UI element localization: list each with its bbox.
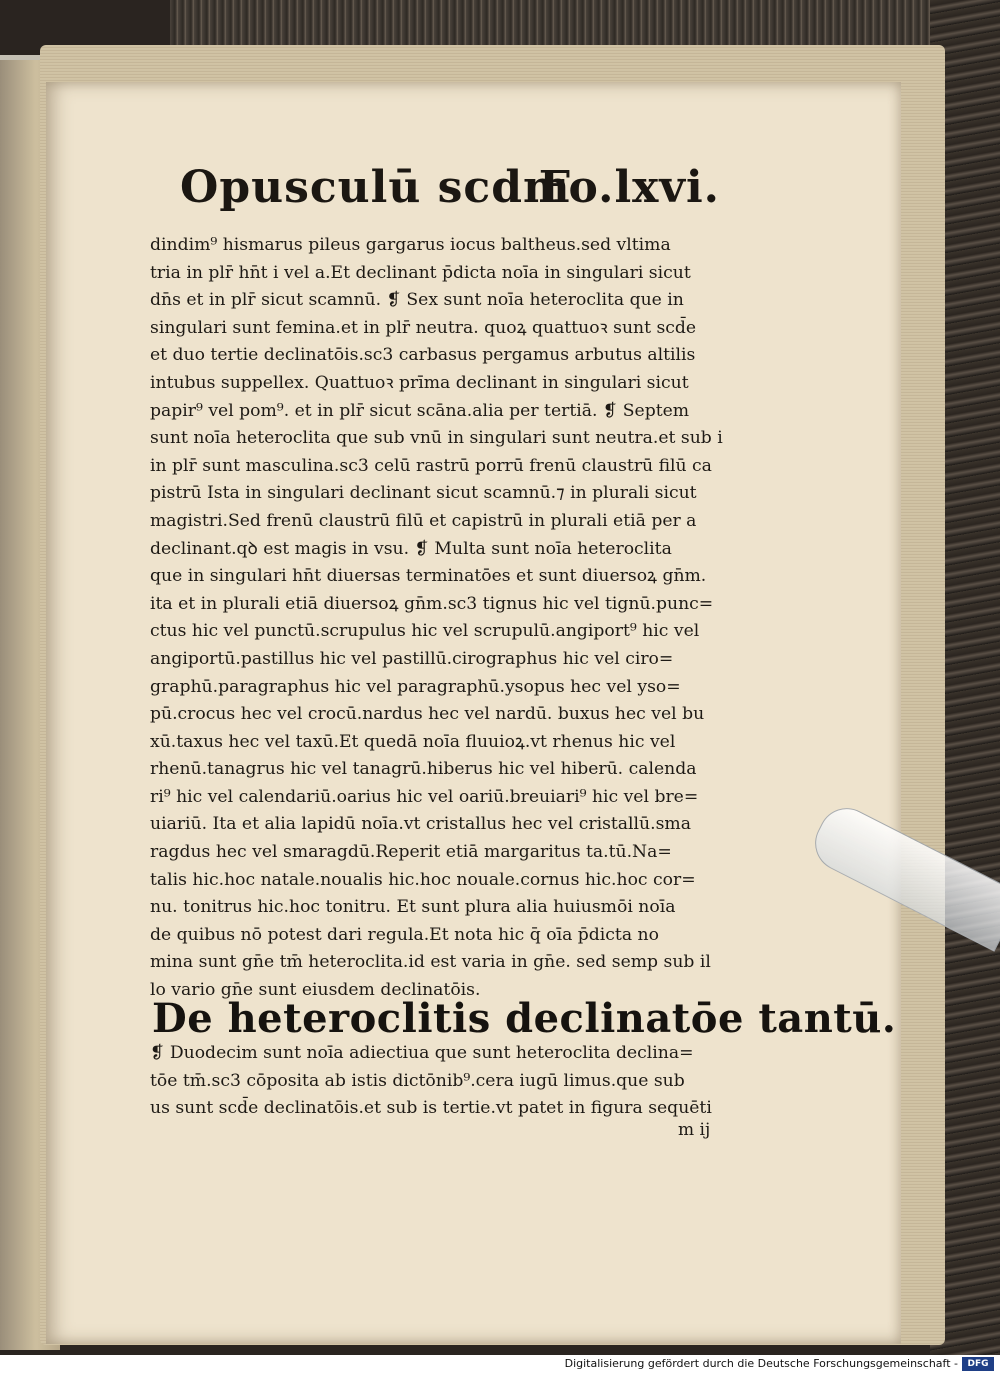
text-line: tōe tm̄.sc3 cōposita ab istis dictōnib⁹.cera iugū limus.que sub: [150, 1070, 685, 1091]
book-top-edge: [170, 0, 970, 50]
text-line: ctus hic vel punctū.scrupulus hic vel scrupulū.angiport⁹ hic vel: [150, 621, 700, 642]
folio-number: Fo.lxvi.: [538, 162, 720, 213]
section-text-block: [150, 1040, 732, 1123]
footer-bar: [0, 1355, 1000, 1374]
text-line: singulari sunt femina.et in plr̄ neutra. quoꝝ quattuoꝛ sunt scd̄e: [150, 317, 697, 338]
section-heading: De heteroclitis declinatōe tantū.: [152, 995, 897, 1042]
text-line: tria in plr̄ hn̄t i vel a.Et declinant p̄dicta noīa in singulari sicut: [150, 262, 691, 283]
text-line: de quibus nō potest dari regula.Et nota hic q̄ oīa p̄dicta no: [150, 924, 659, 945]
running-title: Opusculū scdm: [180, 162, 571, 213]
text-line: nu. tonitrus hic.hoc tonitru. Et sunt plura alia huiusmōi noīa: [150, 897, 676, 918]
text-line: magistri.Sed frenū claustrū filū et capistrū in plurali etiā per a: [150, 510, 697, 531]
text-line: ri⁹ hic vel calendariū.oarius hic vel oariū.breuiari⁹ hic vel bre=: [150, 786, 699, 807]
text-line: que in singulari hn̄t diuersas terminatōes et sunt diuersoꝝ gn̄m.: [150, 566, 707, 587]
text-line: angiportū.pastillus hic vel pastillū.cirographus hic vel ciro=: [150, 648, 674, 669]
text-line: dn̄s et in plr̄ sicut scamnū. ❡ Sex sunt noīa heteroclita que in: [150, 290, 684, 311]
text-line: intubus suppellex. Quattuoꝛ prīma declinant in singulari sicut: [150, 372, 689, 393]
text-line: papir⁹ vel pom⁹. et in plr̄ sicut scāna.alia per tertiā. ❡ Septem: [150, 400, 690, 421]
text-line: talis hic.hoc natale.noualis hic.hoc nouale.cornus hic.hoc cor=: [150, 869, 696, 890]
dfg-logo: DFG: [962, 1357, 994, 1371]
signature-mark: m ij: [678, 1120, 711, 1140]
text-line: us sunt scd̄e declinatōis.et sub is tertie.vt patet in figura sequēti: [150, 1098, 712, 1119]
main-text-block: [150, 232, 732, 1005]
running-header: [180, 162, 720, 232]
text-line: in plr̄ sunt masculina.sc3 celū rastrū porrū frenū claustrū filū ca: [150, 455, 712, 476]
funding-credit: Digitalisierung gefördert durch die Deutsche Forschungsgemeinschaft -: [564, 1357, 958, 1370]
text-line: uiariū. Ita et alia lapidū noīa.vt cristallus hec vel cristallū.sma: [150, 814, 691, 835]
text-line: et duo tertie declinatōis.sc3 carbasus pergamus arbutus altilis: [150, 345, 696, 366]
text-line: lo vario gn̄e sunt eiusdem declinatōis.: [150, 980, 481, 1001]
text-line: declinant.qꝺ est magis in vsu. ❡ Multa sunt noīa heteroclita: [150, 538, 672, 559]
text-line: pistrū Ista in singulari declinant sicut scamnū.⁊ in plurali sicut: [150, 483, 697, 504]
text-line: sunt noīa heteroclita que sub vnū in singulari sunt neutra.et sub i: [150, 428, 723, 449]
text-line: pū.crocus hec vel crocū.nardus hec vel nardū. buxus hec vel bu: [150, 704, 705, 725]
text-line: xū.taxus hec vel taxū.Et quedā noīa fluuioꝝ.vt rhenus hic vel: [150, 731, 676, 752]
text-line: graphū.paragraphus hic vel paragraphū.ysopus hec vel yso=: [150, 676, 681, 697]
text-line: dindim⁹ hismarus pileus gargarus iocus baltheus.sed vltima: [150, 235, 671, 255]
text-line: ragdus hec vel smaragdū.Reperit etiā margaritus ta.tū.Na=: [150, 842, 672, 863]
text-line: rhenū.tanagrus hic vel tanagrū.hiberus hic vel hiberū. calenda: [150, 759, 697, 780]
text-line: ❡ Duodecim sunt noīa adiectiua que sunt heteroclita declina=: [150, 1043, 694, 1063]
text-line: ita et in plurali etiā diuersoꝝ gn̄m.sc3 tignus hic vel tignū.punc=: [150, 593, 714, 614]
text-line: mina sunt gn̄e tm̄ heteroclita.id est varia in gn̄e. sed semp sub il: [150, 952, 711, 973]
